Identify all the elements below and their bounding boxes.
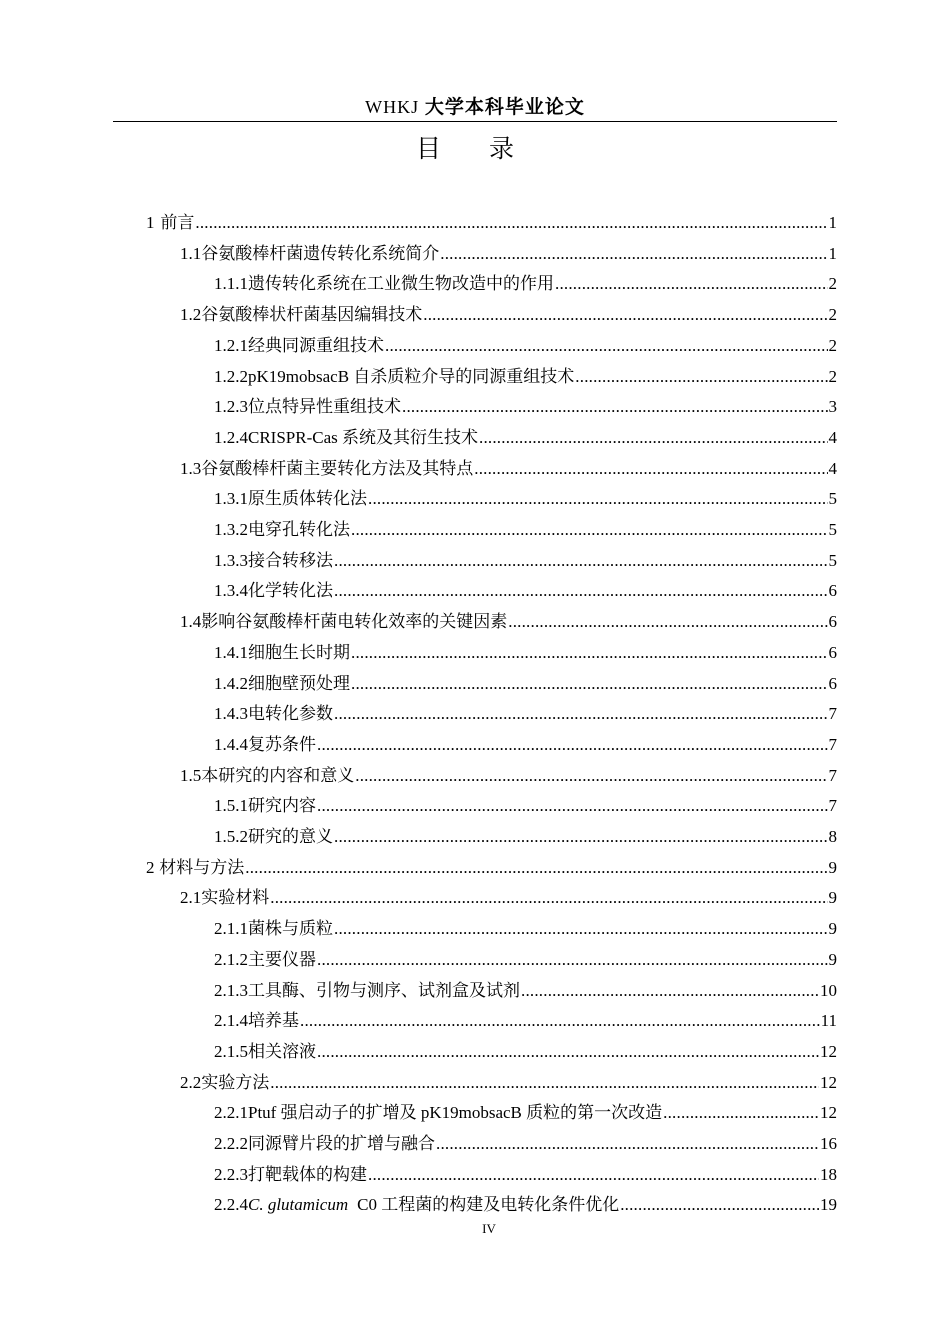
toc-entry-number: 2.1 [180, 888, 202, 908]
toc-entry-page: 7 [828, 704, 837, 724]
toc-entry-title: 材料与方法 [159, 857, 245, 877]
toc-entry-number: 2.2.4 [214, 1195, 248, 1215]
toc-entry-page: 1 [828, 243, 837, 263]
toc-entry-page: 7 [828, 796, 837, 816]
toc-leader-dots [317, 1037, 819, 1067]
header-cjk: 大学本科毕业论文 [424, 96, 585, 118]
toc-leader-dots [555, 269, 828, 299]
toc-entry-number: 1.3.4 [214, 581, 248, 601]
toc-entry-title: 研究内容 [248, 796, 316, 816]
toc-entry[interactable] [214, 362, 837, 392]
toc-leader-dots [663, 1098, 819, 1128]
toc-entry[interactable] [214, 699, 837, 729]
toc-entry-page: 1 [828, 213, 837, 232]
toc-entry[interactable] [180, 607, 837, 637]
toc-entry-title: 实验方法 [201, 1072, 270, 1092]
toc-entry-number: 1.5.1 [214, 796, 248, 816]
toc-entry-number: 1.4 [180, 612, 202, 632]
toc-leader-dots [521, 976, 819, 1006]
toc-entry-number: 2 [146, 857, 155, 877]
toc-entry[interactable] [214, 546, 837, 576]
toc-entry-number: 1.3.2 [214, 520, 248, 539]
toc-entry-page: 6 [828, 673, 837, 693]
toc-entry-title: 复苏条件 [248, 734, 316, 754]
toc-entry-italic-term: C. glutamicum [248, 1195, 349, 1215]
toc-entry-number: 2.2.1 [214, 1103, 248, 1123]
toc-entry-title: 细胞生长时期 [248, 642, 350, 662]
page-title: 目 录 [416, 134, 534, 163]
toc-entry[interactable] [214, 1160, 837, 1190]
toc-entry-title: 细胞壁预处理 [248, 673, 350, 693]
toc-leader-dots [317, 730, 828, 760]
toc-entry-title [248, 1190, 619, 1220]
toc-leader-dots [270, 883, 827, 913]
toc-entry-title: 化学转化法 [248, 581, 333, 601]
toc-entry-page: 9 [828, 888, 837, 908]
header-rule [113, 121, 837, 122]
toc-entry[interactable] [180, 761, 837, 791]
toc-entry-page: 5 [828, 550, 837, 570]
toc-entry-page: 10 [820, 980, 837, 1000]
toc-entry-title: 工具酶、引物与测序、试剂盒及试剂 [248, 980, 520, 1000]
toc-entry[interactable] [180, 300, 837, 330]
toc-entry-number: 1.2.1 [214, 335, 248, 355]
toc-entry[interactable] [214, 576, 837, 606]
header-latin: WHKJ [365, 97, 420, 117]
toc-entry[interactable] [214, 331, 837, 361]
toc-entry-page: 9 [828, 857, 837, 877]
toc-entry-number: 1.1 [180, 243, 202, 263]
running-header [113, 94, 837, 121]
toc-leader-dots [355, 761, 827, 791]
toc-entry[interactable] [146, 208, 837, 238]
toc-entry-page: 5 [828, 489, 837, 509]
toc-entry-page: 2 [828, 366, 837, 386]
toc-entry[interactable] [214, 1037, 837, 1067]
toc-entry-page: 4 [828, 427, 837, 447]
toc-entry-title: 主要仪器 [248, 949, 316, 969]
toc-leader-dots [334, 576, 828, 606]
toc-entry-page: 19 [820, 1195, 837, 1215]
toc-entry[interactable] [214, 822, 837, 852]
toc-entry-number: 1.4.2 [214, 673, 248, 693]
toc-entry-page: 6 [828, 612, 837, 632]
toc-entry[interactable] [214, 945, 837, 975]
toc-leader-dots [270, 1068, 819, 1098]
toc-leader-dots [334, 914, 828, 944]
toc-entry-title: 位点特异性重组技术 [248, 397, 401, 417]
toc-entry[interactable] [214, 1129, 837, 1159]
toc-entry[interactable] [180, 239, 837, 269]
toc-entry[interactable] [214, 730, 837, 760]
toc-entry-title: 打靶载体的构建 [248, 1164, 367, 1184]
toc-leader-dots [436, 1129, 819, 1159]
toc-entry-title: 电穿孔转化法 [248, 520, 350, 539]
toc-entry-page: 9 [828, 919, 837, 939]
toc-entry-page: 7 [828, 765, 837, 785]
toc-leader-dots [508, 607, 827, 637]
toc-entry[interactable] [214, 976, 837, 1006]
toc-entry-number: 2.1.4 [214, 1011, 248, 1031]
toc-leader-dots [245, 853, 827, 883]
toc-entry-title: 遗传转化系统在工业微生物改造中的作用 [248, 274, 554, 294]
toc-entry-page: 8 [828, 827, 837, 846]
toc-entry-number: 2.1.3 [214, 980, 248, 1000]
toc-leader-dots [402, 392, 828, 422]
toc-entry-number: 2.2.3 [214, 1164, 248, 1184]
toc-entry-page: 3 [828, 397, 837, 417]
toc-entry-number: 1 [146, 213, 155, 232]
toc-leader-dots [385, 331, 828, 361]
toc-leader-dots [368, 484, 828, 514]
toc-leader-dots [351, 515, 828, 545]
toc-entry-title: 前言 [160, 213, 195, 232]
toc-entry[interactable] [146, 853, 837, 883]
toc-entry-number: 1.5.2 [214, 827, 248, 846]
toc-entry-page: 11 [820, 1011, 837, 1031]
toc-entry-page: 6 [828, 581, 837, 601]
toc-entry-title: 谷氨酸棒杆菌主要转化方法及其特点 [201, 458, 474, 478]
toc-entry[interactable] [180, 454, 837, 484]
toc-entry[interactable] [214, 392, 837, 422]
toc-leader-dots [575, 362, 827, 392]
toc-leader-dots [334, 699, 828, 729]
toc-leader-dots [479, 423, 828, 453]
toc-entry-title: 研究的意义 [248, 827, 333, 846]
toc-leader-dots [440, 239, 827, 269]
toc-leader-dots [368, 1160, 819, 1190]
toc-entry[interactable] [214, 1006, 837, 1036]
toc-leader-dots [474, 454, 827, 484]
toc-entry[interactable] [180, 1068, 837, 1098]
toc-entry-number: 1.3 [180, 458, 202, 478]
toc-leader-dots [300, 1006, 820, 1036]
toc-entry-title: 谷氨酸棒状杆菌基因编辑技术 [201, 305, 423, 325]
toc-entry-page: 5 [828, 520, 837, 539]
toc-leader-dots [317, 945, 828, 975]
toc-entry-title: 经典同源重组技术 [248, 335, 384, 355]
toc-entry-number: 1.5 [180, 765, 202, 785]
toc-entry-number: 1.3.3 [214, 550, 248, 570]
toc-entry-number: 1.2.3 [214, 397, 248, 417]
toc-entry-page: 6 [828, 642, 837, 662]
toc-entry[interactable] [214, 914, 837, 944]
toc-leader-dots [423, 300, 827, 330]
toc-entry-title: 菌株与质粒 [248, 919, 333, 939]
toc-entry-number: 2.2.2 [214, 1134, 248, 1153]
toc-entry-page: 12 [820, 1041, 837, 1061]
toc-entry-page: 2 [828, 274, 837, 294]
toc-entry[interactable] [214, 638, 837, 668]
toc-leader-dots [351, 669, 828, 699]
toc-entry-title: 同源臂片段的扩增与融合 [248, 1134, 435, 1153]
toc-entry[interactable] [214, 423, 837, 453]
toc-entry[interactable] [214, 1098, 837, 1128]
toc-entry-number: 2.1.2 [214, 949, 248, 969]
toc-entry-title: 电转化参数 [248, 704, 333, 724]
toc-entry-title: 影响谷氨酸棒杆菌电转化效率的关键因素 [201, 612, 508, 632]
toc-entry-number: 1.4.4 [214, 734, 248, 754]
toc-entry-title: 培养基 [248, 1011, 299, 1031]
toc-entry[interactable] [214, 484, 837, 514]
toc-entry-page: 12 [820, 1103, 837, 1123]
toc-entry-title: 本研究的内容和意义 [201, 765, 355, 785]
toc-entry-number: 2.2 [180, 1072, 202, 1092]
toc-entry-number: 1.2 [180, 305, 202, 325]
toc-entry-title: 谷氨酸棒杆菌遗传转化系统简介 [201, 243, 440, 263]
toc-entry-number: 1.2.4 [214, 427, 248, 447]
toc-entry[interactable] [214, 515, 837, 545]
toc-entry[interactable] [214, 269, 837, 299]
toc-entry-title: CRISPR-Cas 系统及其衍生技术 [248, 427, 478, 447]
toc-entry-number: 1.1.1 [214, 274, 248, 294]
toc-leader-dots [334, 546, 828, 576]
toc-entry-page: 2 [828, 305, 837, 325]
toc-entry-title: 相关溶液 [248, 1041, 316, 1061]
toc-entry-title-text: C0 工程菌的构建及电转化条件优化 [357, 1195, 620, 1215]
toc-entry-page: 16 [820, 1134, 837, 1153]
toc-entry-page: 2 [828, 335, 837, 355]
toc-entry-number: 1.3.1 [214, 489, 248, 509]
toc-entry[interactable] [180, 883, 837, 913]
toc-entry-number: 2.1.1 [214, 919, 248, 939]
toc-entry[interactable] [214, 791, 837, 821]
toc-entry-page: 12 [820, 1072, 837, 1092]
toc-entry-page: 4 [828, 458, 837, 478]
toc-leader-dots [317, 791, 828, 821]
toc-entry-number: 2.1.5 [214, 1041, 248, 1061]
toc-entry-page: 7 [828, 734, 837, 754]
toc-entry[interactable] [214, 669, 837, 699]
toc-leader-dots [334, 822, 828, 852]
toc-entry-title: Ptuf 强启动子的扩增及 pK19mobsacB 质粒的第一次改造 [248, 1103, 663, 1123]
toc-entry-title: pK19mobsacB 自杀质粒介导的同源重组技术 [248, 366, 575, 386]
toc-entry-number: 1.2.2 [214, 366, 248, 386]
toc-entry-page: 9 [828, 949, 837, 969]
toc-entry-title: 原生质体转化法 [248, 489, 367, 509]
toc-entry-number: 1.4.3 [214, 704, 248, 724]
page-number: IV [482, 1221, 496, 1236]
toc-entry-title: 实验材料 [201, 888, 270, 908]
toc-leader-dots [195, 208, 827, 238]
toc-entry[interactable] [214, 1190, 837, 1220]
toc-entry-number: 1.4.1 [214, 642, 248, 662]
toc-entry-title: 接合转移法 [248, 550, 333, 570]
toc-entry-page: 18 [820, 1164, 837, 1184]
toc-leader-dots [351, 638, 828, 668]
toc-leader-dots [620, 1190, 819, 1220]
